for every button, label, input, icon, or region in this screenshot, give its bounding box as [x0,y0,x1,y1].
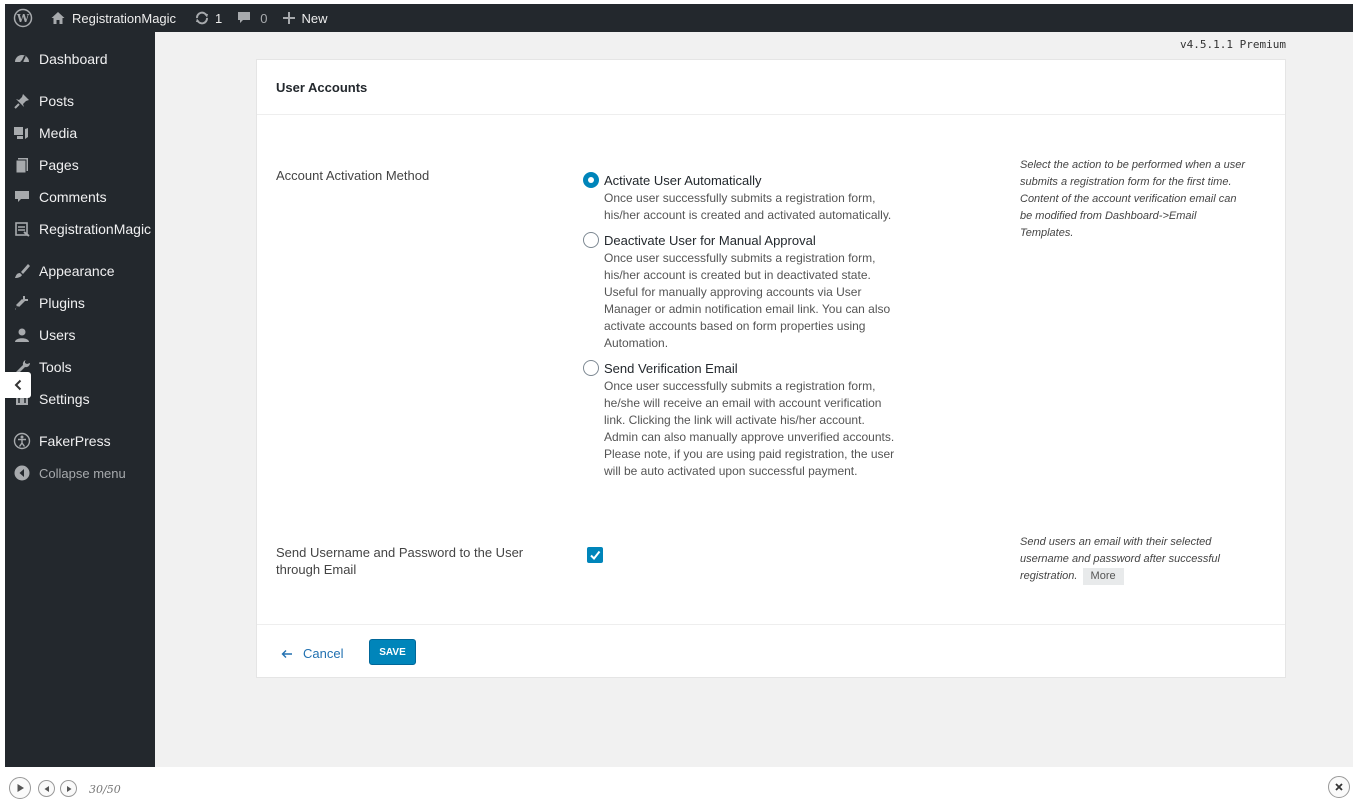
help-line: Content of the account verification email can [1020,193,1237,205]
sidebar-item-dashboard[interactable] [5,44,155,74]
help-line-text: registration. [1020,570,1078,582]
registrationmagic-icon [5,220,39,238]
card-title: User Accounts [257,60,1285,115]
close-icon [1334,782,1344,792]
admin-sidebar [5,32,155,767]
settings-card [256,59,1286,678]
radio-label: Deactivate User for Manual Approval [604,232,816,248]
new-label: New [301,10,328,26]
label-line: through Email [276,562,357,577]
send-credentials-label [276,544,523,578]
help-line: Send users an email with their selected [1020,536,1212,548]
sidebar-item-users[interactable] [5,320,155,350]
description-line: his/her account is created and activated automatically. [604,208,892,222]
description-line: Once user successfully submits a registration form, [604,191,876,205]
updates-link[interactable] [187,4,229,32]
wordpress-icon [13,8,33,28]
sidebar-item-label: Users [39,327,76,343]
previous-button[interactable] [38,780,55,797]
cancel-label: Cancel [303,646,344,661]
new-content-link[interactable] [275,4,335,32]
slide-counter: 30/50 [89,783,121,796]
description-line: Manager or admin notification email link. You can also [604,302,891,316]
help-line: be modified from Dashboard->Email [1020,210,1197,222]
collapse-menu-label: Collapse menu [39,465,126,481]
play-button[interactable] [9,777,31,799]
version-label: v4.5.1.1 Premium [1180,38,1286,51]
sidebar-item-label: Dashboard [39,51,108,67]
wordpress-logo-button[interactable] [5,4,43,32]
save-button[interactable]: SAVE [369,639,416,665]
sidebar-item-posts[interactable] [5,86,155,116]
svg-text:W: W [16,12,30,26]
arrow-left-icon [281,649,293,659]
chevron-left-icon [13,379,23,391]
pin-icon [5,92,39,110]
help-line: Select the action to be performed when a user [1020,159,1246,171]
site-name: RegistrationMagic [72,10,177,26]
site-name-link[interactable] [43,4,183,32]
browser-frame [5,4,1353,767]
user-icon [5,326,39,344]
sidebar-item-plugins[interactable] [5,288,155,318]
sidebar-item-appearance[interactable] [5,256,155,286]
next-button[interactable] [60,780,77,797]
pages-icon [5,156,39,174]
label-line: Send Username and Password to the User [276,545,524,560]
checkmark-icon [589,549,601,561]
send-credentials-checkbox[interactable] [587,547,603,563]
sidebar-item-label: Posts [39,93,75,109]
sidebar-item-label: RegistrationMagic [39,221,152,237]
description-line: activate accounts based on form properties using [604,319,866,333]
updates-icon [194,10,210,26]
radio-label: Activate User Automatically [604,172,762,188]
activation-option-manual [583,232,923,352]
comment-icon [5,188,39,206]
radio-activate-automatically[interactable] [583,172,599,188]
help-line [1020,568,1270,585]
player-bar [0,767,1353,806]
updates-count: 1 [215,10,223,26]
collapse-icon [5,464,39,482]
plus-icon [282,11,296,25]
sidebar-item-label: Tools [39,359,72,375]
account-activation-label: Account Activation Method [276,168,430,183]
previous-icon [43,785,51,793]
dashboard-icon [5,50,39,68]
admin-bar [5,4,1353,32]
sidebar-toggle-button[interactable] [5,372,31,398]
option-description [604,250,924,352]
collapse-menu-button[interactable] [5,458,155,488]
media-icon [5,124,39,142]
description-line: Please note, if you are using paid registration, the user [604,447,895,461]
activation-option-verification-email [583,360,923,480]
description-line: Admin can also manually approve unverified accounts. [604,430,895,444]
help-line: submits a registration form for the first time. [1020,176,1232,188]
fakerpress-icon [5,432,39,450]
sidebar-item-comments[interactable] [5,182,155,212]
more-button[interactable]: More [1083,568,1124,585]
comments-count: 0 [260,10,268,26]
sidebar-item-label: Media [39,125,78,141]
sidebar-item-label: Pages [39,157,79,173]
send-credentials-help-text [1020,534,1270,585]
comment-icon [236,10,252,26]
next-icon [65,785,73,793]
radio-label: Send Verification Email [604,360,738,376]
description-line: will be auto activated upon successful payment. [604,464,858,478]
help-line: Templates. [1020,227,1074,239]
plug-icon [5,294,39,312]
description-line: Automation. [604,336,669,350]
card-footer [257,624,1285,679]
comments-link[interactable] [229,4,274,32]
radio-deactivate-manual-approval[interactable] [583,232,599,248]
sidebar-item-label: Comments [39,189,107,205]
sidebar-item-label: FakerPress [39,433,111,449]
option-description [604,378,924,480]
description-line: his/her account is created but in deactivated state. [604,268,871,282]
option-description [604,190,924,224]
home-icon [50,10,66,26]
radio-send-verification-email[interactable] [583,360,599,376]
sidebar-item-media[interactable] [5,118,155,148]
description-line: link. Clicking the link will activate his/her account. [604,413,865,427]
sidebar-item-label: Settings [39,391,90,407]
sidebar-item-fakerpress[interactable] [5,426,155,456]
activation-option-automatic [583,172,923,224]
description-line: Useful for manually approving accounts via User [604,285,862,299]
help-line: username and password after successful [1020,553,1220,565]
cancel-link[interactable] [281,646,343,661]
close-button[interactable] [1328,776,1350,798]
description-line: Once user successfully submits a registration form, [604,251,876,265]
play-icon [15,783,25,793]
sidebar-item-label: Plugins [39,295,85,311]
description-line: he/she will receive an email with account verification [604,396,882,410]
brush-icon [5,262,39,280]
activation-help-text [1020,157,1270,242]
sidebar-item-registrationmagic[interactable] [5,214,155,244]
sidebar-item-pages[interactable] [5,150,155,180]
description-line: Once user successfully submits a registration form, [604,379,876,393]
sidebar-item-label: Appearance [39,263,115,279]
